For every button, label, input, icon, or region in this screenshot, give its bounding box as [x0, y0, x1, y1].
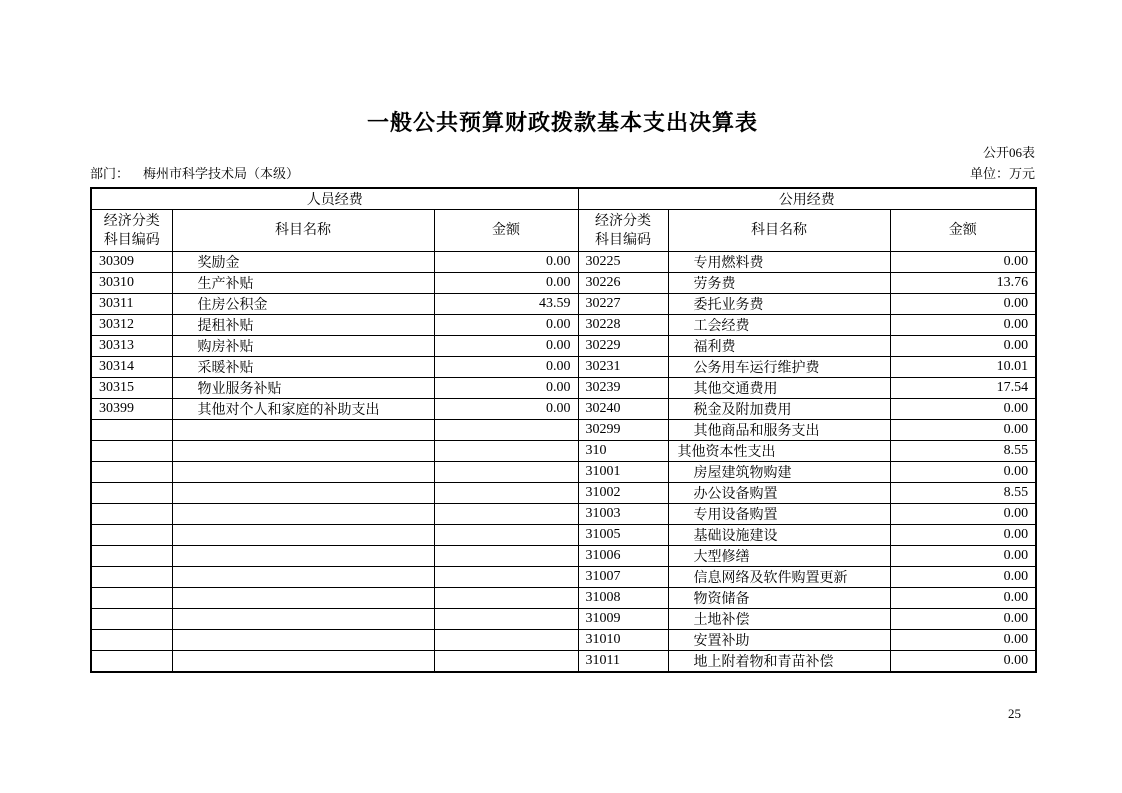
column-header-row — [91, 210, 1036, 252]
code-cell: 31002 — [578, 483, 668, 504]
amount-cell: 43.59 — [434, 294, 578, 315]
subject-name-cell: 其他对个人和家庭的补助支出 — [172, 399, 434, 420]
budget-table — [90, 187, 1037, 673]
col-header-code-right-line1: 经济分类 — [595, 213, 652, 229]
code-cell: 30314 — [91, 357, 172, 378]
subject-name-cell: 住房公积金 — [172, 294, 434, 315]
code-cell: 31001 — [578, 462, 668, 483]
amount-cell — [434, 588, 578, 609]
table-row — [91, 609, 1036, 630]
section-title-row — [91, 188, 1036, 210]
subject-name-cell: 公务用车运行维护费 — [668, 357, 890, 378]
amount-cell: 0.00 — [434, 252, 578, 273]
department-value: 梅州市科学技术局（本级） — [143, 166, 300, 181]
section-title-personnel: 人员经费 — [91, 188, 578, 210]
table-row — [91, 336, 1036, 357]
amount-cell: 0.00 — [434, 357, 578, 378]
amount-cell — [434, 609, 578, 630]
code-cell: 31003 — [578, 504, 668, 525]
amount-cell: 17.54 — [890, 378, 1036, 399]
code-cell — [91, 588, 172, 609]
code-cell — [91, 483, 172, 504]
code-cell: 31009 — [578, 609, 668, 630]
subject-name-cell: 购房补贴 — [172, 336, 434, 357]
amount-cell: 0.00 — [890, 399, 1036, 420]
page-number: 25 — [1008, 706, 1021, 721]
table-row — [91, 378, 1036, 399]
subject-name-cell — [172, 609, 434, 630]
code-cell: 30228 — [578, 315, 668, 336]
amount-cell: 0.00 — [434, 399, 578, 420]
amount-cell: 0.00 — [890, 525, 1036, 546]
table-row — [91, 504, 1036, 525]
amount-cell: 0.00 — [890, 336, 1036, 357]
code-cell: 30309 — [91, 252, 172, 273]
amount-cell: 0.00 — [434, 315, 578, 336]
code-cell: 30231 — [578, 357, 668, 378]
code-cell: 31010 — [578, 630, 668, 651]
subject-name-cell — [172, 525, 434, 546]
subject-name-cell: 其他交通费用 — [668, 378, 890, 399]
unit-label: 单位：万元 — [969, 166, 1035, 181]
code-cell: 31008 — [578, 588, 668, 609]
table-code-label: 公开06表 — [982, 145, 1035, 160]
code-cell — [91, 546, 172, 567]
code-cell: 30227 — [578, 294, 668, 315]
table-row — [91, 399, 1036, 420]
col-header-amount-left: 金额 — [434, 210, 578, 252]
amount-cell — [434, 567, 578, 588]
code-cell: 30225 — [578, 252, 668, 273]
col-header-name-left: 科目名称 — [172, 210, 434, 252]
subject-name-cell: 安置补助 — [668, 630, 890, 651]
department-label: 部门： — [90, 166, 130, 181]
code-cell — [91, 462, 172, 483]
subject-name-cell: 地上附着物和青苗补偿 — [668, 651, 890, 673]
amount-cell: 0.00 — [890, 462, 1036, 483]
amount-cell: 0.00 — [890, 609, 1036, 630]
col-header-name-right: 科目名称 — [668, 210, 890, 252]
subject-name-cell: 税金及附加费用 — [668, 399, 890, 420]
table-row — [91, 525, 1036, 546]
code-cell: 31007 — [578, 567, 668, 588]
col-header-amount-right: 金额 — [890, 210, 1036, 252]
code-cell — [91, 567, 172, 588]
table-row — [91, 315, 1036, 336]
table-row — [91, 483, 1036, 504]
col-header-code-left-line2: 科目编码 — [103, 232, 160, 248]
code-cell — [91, 609, 172, 630]
table-row — [91, 252, 1036, 273]
amount-cell: 0.00 — [890, 630, 1036, 651]
code-cell — [91, 630, 172, 651]
amount-cell — [434, 630, 578, 651]
code-cell: 30240 — [578, 399, 668, 420]
table-row — [91, 651, 1036, 673]
subject-name-cell: 生产补贴 — [172, 273, 434, 294]
subject-name-cell — [172, 651, 434, 673]
amount-cell: 10.01 — [890, 357, 1036, 378]
amount-cell: 8.55 — [890, 441, 1036, 462]
subject-name-cell: 委托业务费 — [668, 294, 890, 315]
code-cell: 31011 — [578, 651, 668, 673]
code-cell — [91, 651, 172, 673]
subject-name-cell: 工会经费 — [668, 315, 890, 336]
subject-name-cell: 福利费 — [668, 336, 890, 357]
subject-name-cell — [172, 630, 434, 651]
code-cell — [91, 525, 172, 546]
table-row — [91, 441, 1036, 462]
subject-name-cell: 采暖补贴 — [172, 357, 434, 378]
amount-cell — [434, 483, 578, 504]
amount-cell: 0.00 — [890, 315, 1036, 336]
amount-cell: 0.00 — [434, 273, 578, 294]
subject-name-cell: 提租补贴 — [172, 315, 434, 336]
amount-cell: 8.55 — [890, 483, 1036, 504]
amount-cell — [434, 525, 578, 546]
code-cell: 310 — [578, 441, 668, 462]
subject-name-cell: 大型修缮 — [668, 546, 890, 567]
amount-cell — [434, 420, 578, 441]
subject-name-cell: 基础设施建设 — [668, 525, 890, 546]
amount-cell: 0.00 — [890, 504, 1036, 525]
table-row — [91, 273, 1036, 294]
code-cell: 30310 — [91, 273, 172, 294]
code-cell: 30311 — [91, 294, 172, 315]
table-row — [91, 546, 1036, 567]
amount-cell: 0.00 — [890, 252, 1036, 273]
code-cell: 30226 — [578, 273, 668, 294]
subject-name-cell — [172, 420, 434, 441]
table-row — [91, 420, 1036, 441]
subject-name-cell: 信息网络及软件购置更新 — [668, 567, 890, 588]
subject-name-cell — [172, 504, 434, 525]
code-cell: 30312 — [91, 315, 172, 336]
subject-name-cell — [172, 546, 434, 567]
amount-cell: 0.00 — [890, 567, 1036, 588]
subject-name-cell: 物资储备 — [668, 588, 890, 609]
amount-cell: 0.00 — [890, 294, 1036, 315]
subject-name-cell — [172, 588, 434, 609]
subject-name-cell: 专用设备购置 — [668, 504, 890, 525]
code-cell — [91, 504, 172, 525]
amount-cell — [434, 504, 578, 525]
subject-name-cell: 专用燃料费 — [668, 252, 890, 273]
code-cell — [91, 420, 172, 441]
section-title-public: 公用经费 — [578, 188, 1036, 210]
amount-cell: 13.76 — [890, 273, 1036, 294]
amount-cell — [434, 546, 578, 567]
code-cell: 31005 — [578, 525, 668, 546]
code-cell: 30229 — [578, 336, 668, 357]
subject-name-cell: 奖励金 — [172, 252, 434, 273]
subject-name-cell: 劳务费 — [668, 273, 890, 294]
code-cell: 30399 — [91, 399, 172, 420]
amount-cell: 0.00 — [434, 378, 578, 399]
table-row — [91, 630, 1036, 651]
table-row — [91, 294, 1036, 315]
col-header-code-right-line2: 科目编码 — [595, 232, 652, 248]
col-header-code-left-line1: 经济分类 — [103, 213, 160, 229]
code-cell: 30315 — [91, 378, 172, 399]
amount-cell: 0.00 — [890, 546, 1036, 567]
amount-cell — [434, 651, 578, 673]
col-header-code-left — [91, 210, 172, 252]
amount-cell: 0.00 — [890, 651, 1036, 673]
amount-cell: 0.00 — [890, 588, 1036, 609]
amount-cell — [434, 441, 578, 462]
code-cell: 31006 — [578, 546, 668, 567]
subject-name-cell: 其他资本性支出 — [668, 441, 890, 462]
page-title: 一般公共预算财政拨款基本支出决算表 — [366, 110, 758, 135]
amount-cell: 0.00 — [434, 336, 578, 357]
table-row — [91, 462, 1036, 483]
subject-name-cell: 土地补偿 — [668, 609, 890, 630]
subject-name-cell: 房屋建筑物购建 — [668, 462, 890, 483]
meta-row — [90, 163, 1035, 182]
code-cell: 30299 — [578, 420, 668, 441]
table-row — [91, 567, 1036, 588]
subject-name-cell — [172, 483, 434, 504]
subject-name-cell — [172, 441, 434, 462]
subject-name-cell — [172, 462, 434, 483]
code-cell: 30239 — [578, 378, 668, 399]
subject-name-cell: 物业服务补贴 — [172, 378, 434, 399]
amount-cell: 0.00 — [890, 420, 1036, 441]
subject-name-cell — [172, 567, 434, 588]
department-line — [90, 163, 299, 182]
subject-name-cell: 办公设备购置 — [668, 483, 890, 504]
table-row — [91, 357, 1036, 378]
amount-cell — [434, 462, 578, 483]
code-cell — [91, 441, 172, 462]
table-row — [91, 588, 1036, 609]
col-header-code-right — [578, 210, 668, 252]
subject-name-cell: 其他商品和服务支出 — [668, 420, 890, 441]
code-cell: 30313 — [91, 336, 172, 357]
